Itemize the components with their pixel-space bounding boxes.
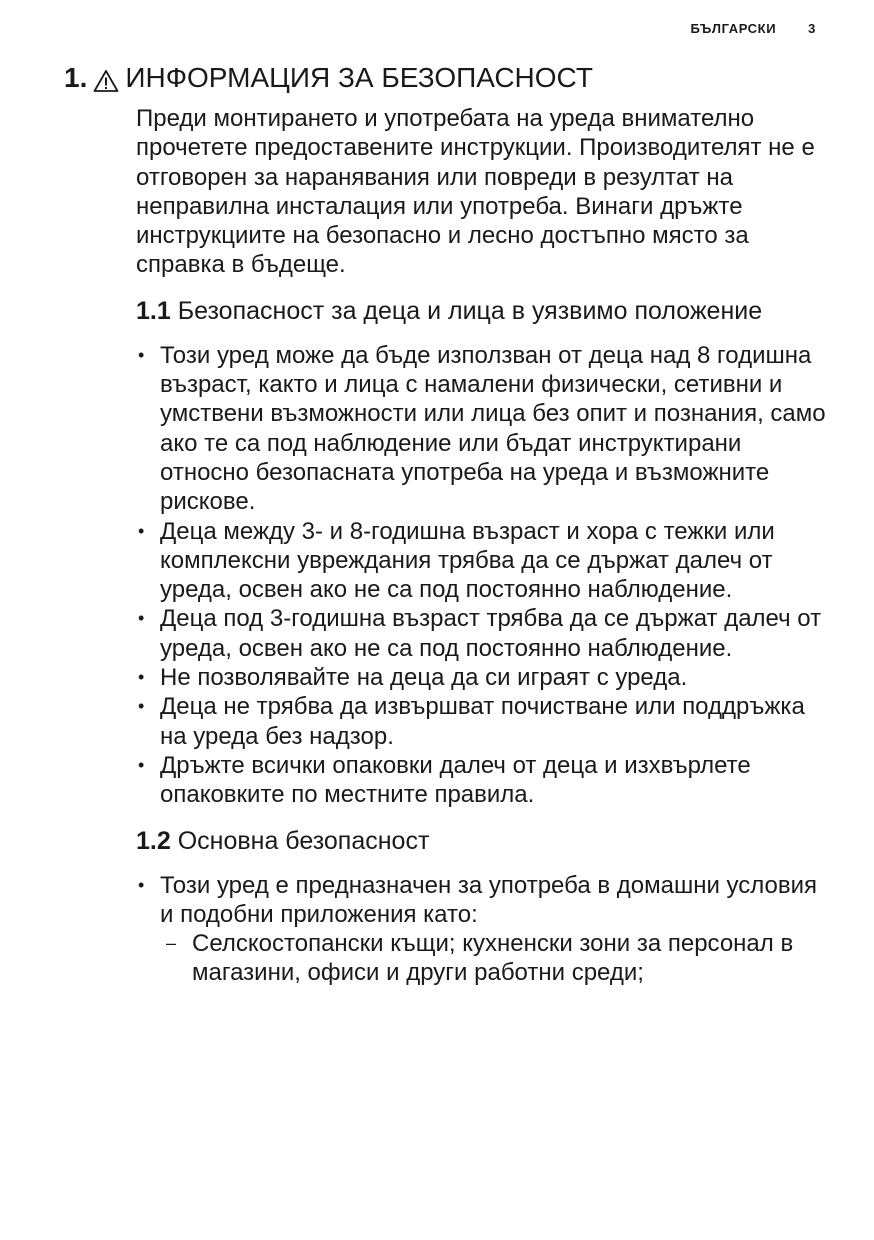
section-1-1-title: Безопасност за деца и лица в уязвимо положение: [177, 296, 763, 325]
bullet-icon: •: [138, 754, 145, 775]
section-1-2-title: Основна безопасност: [177, 826, 430, 855]
section-1-2-number: 1.2: [136, 826, 171, 855]
bullet-icon: •: [138, 608, 145, 629]
section-1-title: ИНФОРМАЦИЯ ЗА БЕЗОПАСНОСТ: [125, 62, 593, 93]
bullet-icon: •: [138, 874, 145, 895]
bullet-icon: •: [138, 520, 145, 541]
warning-triangle-icon: [93, 66, 119, 90]
list-item: • Деца под 3-годишна възраст трябва да се държат далеч от уреда, освен ако не са под постоянно наблюдение.: [138, 605, 822, 662]
section-1-2-list: [136, 871, 826, 930]
section-1-2-heading: [136, 826, 826, 857]
list-item: • Деца не трябва да извършват почистване или поддръжка на уреда без надзор.: [138, 693, 805, 750]
list-item: • Не позволявайте на деца да си играят с уреда.: [138, 664, 688, 692]
section-1-number: 1.: [64, 62, 88, 93]
list-item: • Дръжте всички опаковки далеч от деца и изхвърлете опаковките по местните правила.: [138, 751, 751, 809]
list-item: • Деца между 3- и 8-годишна възраст и хора с тежки или комплексни увреждания трябва да се държат далеч от уреда, освен ако не са под постоянно наблюдение.: [138, 517, 775, 604]
list-item: • Този уред е предназначен за употреба в домашни условия и подобни приложения като:: [138, 871, 818, 928]
main-content: [136, 104, 826, 988]
bullet-icon: •: [138, 667, 145, 688]
page-header: [691, 21, 816, 36]
bullet-icon: •: [138, 696, 145, 717]
section-1-1-number: 1.1: [136, 296, 171, 325]
section-1-2-sublist: [136, 929, 826, 988]
language-label: БЪЛГАРСКИ: [690, 21, 777, 36]
list-item: • Този уред може да бъде използван от деца над 8 годишна възраст, както и лица с намалени физически, сетивни и умствени възможности или лица без опит и познания, само ако те са под наблюдение или бъдат инструктирани относно безопасната употреба на уреда и възможните рискове.: [138, 341, 826, 516]
section-1-1-list: [136, 341, 826, 810]
section-1-1-heading: [136, 296, 826, 327]
dash-icon: –: [166, 933, 177, 954]
sub-list-item: – Селскостопански къщи; кухненски зони за персонал в магазини, офиси и други работни среди;: [166, 930, 794, 987]
page-number: 3: [808, 21, 816, 36]
section-1-intro: Преди монтирането и употребата на уреда внимателно прочетете предоставените инструкции. Производителят не е отговорен за наранявания или повреди в резултат на неправилна инсталация или употреба. Винаги дръжте инструкциите на безопасно и лесно достъпно място за справка в бъдеще.: [136, 105, 815, 279]
section-1-heading: [64, 60, 593, 96]
bullet-icon: •: [138, 344, 145, 365]
